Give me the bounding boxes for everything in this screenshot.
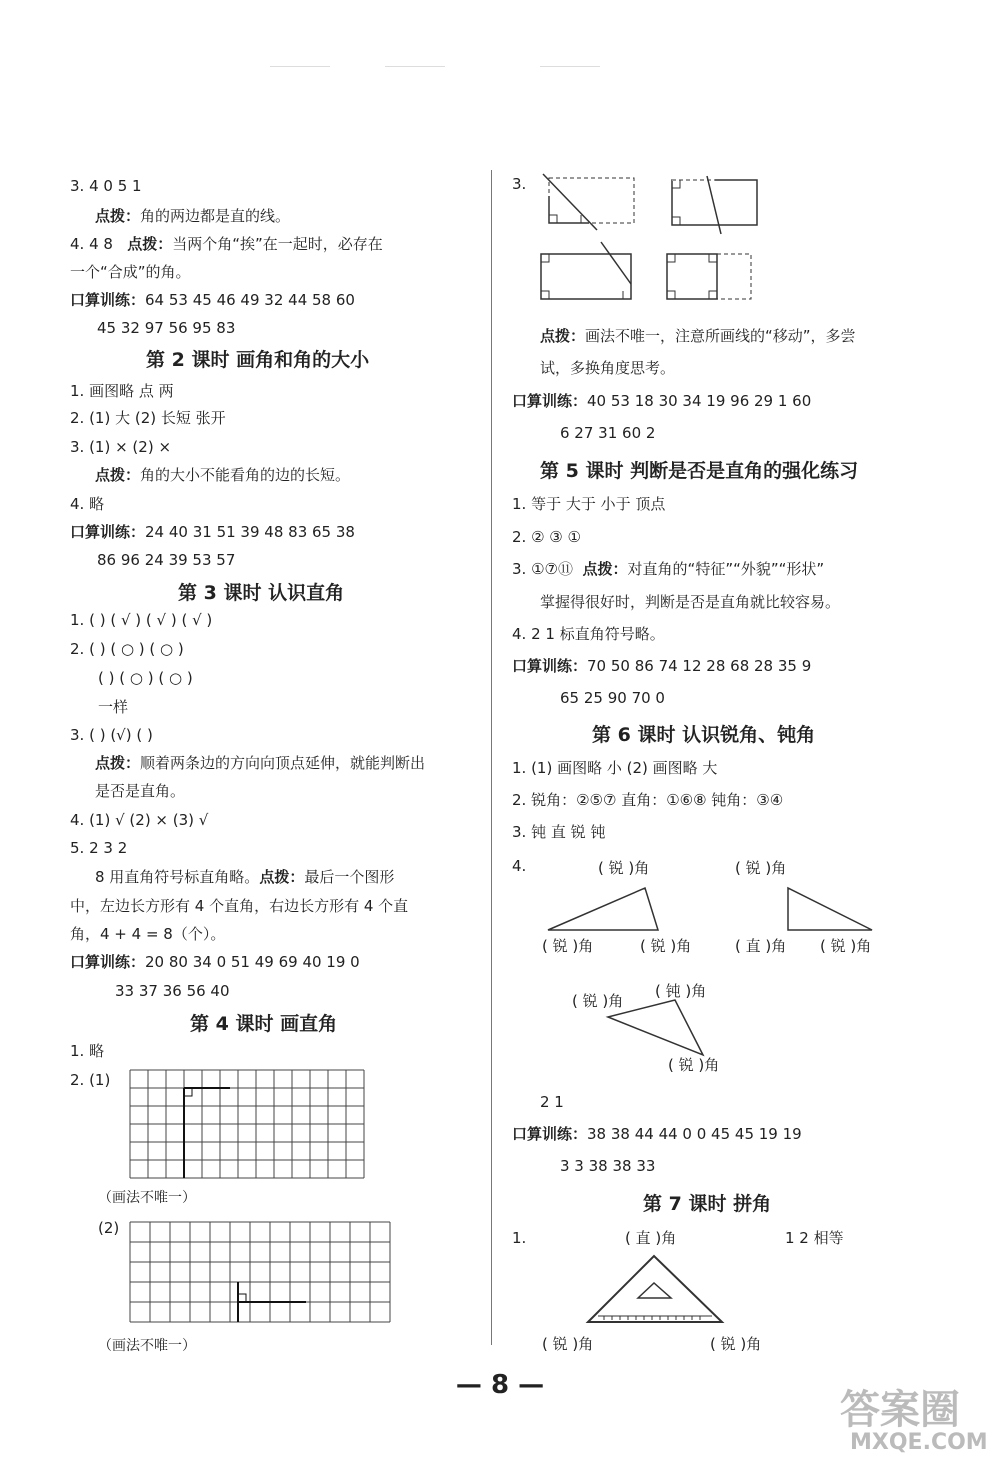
tip-text: 画法不唯一，注意所画线的“移动”，多尝 bbox=[585, 327, 856, 345]
answer-line: 2. ② ③ ① bbox=[512, 528, 581, 546]
oral-values: 33 37 36 56 40 bbox=[115, 982, 230, 1000]
answer-line: (2) bbox=[98, 1219, 120, 1237]
watermark-logo: 答案圈 bbox=[840, 1387, 960, 1433]
oral-training bbox=[70, 952, 360, 972]
tip-line bbox=[95, 465, 350, 485]
answer-line: 2. 锐角：②⑤⑦ 直角：①⑥⑧ 钝角：③④ bbox=[512, 791, 784, 809]
oral-label: 口算训练： bbox=[512, 1125, 588, 1143]
oral-values: 86 96 24 39 53 57 bbox=[97, 551, 236, 569]
answer-line: 3. 钝 直 锐 钝 bbox=[512, 823, 606, 841]
answer-line: 3. 4 0 5 1 bbox=[70, 177, 142, 195]
page-number: — 8 — bbox=[455, 1370, 545, 1400]
lesson-heading: 第 7 课时 拼角 bbox=[643, 1193, 772, 1215]
lesson-heading: 第 3 课时 认识直角 bbox=[178, 582, 345, 604]
tip-line: 是否是直角。 bbox=[95, 782, 186, 800]
angle-label: ( 锐 )角 bbox=[820, 937, 872, 955]
answer-text: 4. 4 8 bbox=[70, 235, 113, 253]
tip-text: 角的大小不能看角的边的长短。 bbox=[140, 466, 351, 484]
note-line: （画法不唯一） bbox=[98, 1338, 196, 1354]
oral-label: 口算训练： bbox=[512, 392, 588, 410]
oral-values: 6 27 31 60 2 bbox=[560, 424, 656, 442]
oral-training bbox=[512, 391, 811, 411]
triangle-figures bbox=[540, 880, 900, 1070]
oral-values: 40 53 18 30 34 19 96 29 1 60 bbox=[587, 392, 812, 410]
tip-line bbox=[95, 206, 290, 226]
angle-label: ( 锐 )角 bbox=[668, 1056, 720, 1074]
oral-values: 24 40 31 51 39 48 83 65 38 bbox=[145, 523, 355, 541]
tip-text: 角的两边都是直的线。 bbox=[140, 207, 291, 225]
answer-line: 一样 bbox=[98, 698, 129, 716]
right-angle-drawing bbox=[184, 1088, 230, 1178]
tip-line: 掌握得很好时，判断是否是直角就比较容易。 bbox=[540, 593, 841, 611]
tip-label: 点拨： bbox=[127, 235, 173, 253]
tip-text: 顺着两条边的方向向顶点延伸，就能判断出 bbox=[140, 754, 426, 772]
answer-line: 1. 等于 大于 小于 顶点 bbox=[512, 495, 666, 513]
answer-line: 4. (1) √ (2) × (3) √ bbox=[70, 811, 209, 829]
angle-label: ( 钝 )角 bbox=[655, 982, 707, 1000]
right-angle-drawing bbox=[238, 1294, 246, 1302]
tip-text: 对直角的“特征”“外貌”“形状” bbox=[627, 560, 825, 578]
tip-text: 最后一个图形 bbox=[304, 868, 395, 886]
tip-line: 一个“合成”的角。 bbox=[70, 263, 191, 281]
angle-label: ( 锐 )角 bbox=[542, 1335, 594, 1353]
answer-line: 3. (1) × (2) × bbox=[70, 438, 172, 456]
oral-label: 口算训练： bbox=[70, 291, 146, 309]
tip-label: 点拨： bbox=[259, 868, 305, 886]
tip-label: 点拨： bbox=[95, 466, 141, 484]
oral-training bbox=[70, 290, 355, 310]
angle-label: ( 锐 )角 bbox=[640, 937, 692, 955]
answer-line: 2 1 bbox=[540, 1093, 564, 1111]
answer-line: 5. 2 3 2 bbox=[70, 839, 128, 857]
answer-line: 2. (1) 大 (2) 长短 张开 bbox=[70, 409, 226, 427]
oral-label: 口算训练： bbox=[512, 657, 588, 675]
answer-line: 4. 略 bbox=[70, 495, 105, 513]
answer-line: 中，左边长方形有 4 个直角，右边长方形有 4 个直 bbox=[70, 897, 409, 915]
oral-values: 20 80 34 0 51 49 69 40 19 0 bbox=[145, 953, 360, 971]
oral-values: 3 3 38 38 33 bbox=[560, 1157, 656, 1175]
answer-line bbox=[512, 559, 824, 579]
answer-line: 角，4 + 4 = 8（个）。 bbox=[70, 925, 226, 943]
answer-line: 3. bbox=[512, 175, 527, 193]
answer-line: 1 2 相等 bbox=[785, 1229, 844, 1247]
tip-label: 点拨： bbox=[540, 327, 586, 345]
answer-line: 1. ( ) ( √ ) ( √ ) ( √ ) bbox=[70, 611, 213, 629]
rectangle-figures bbox=[535, 172, 775, 307]
watermark-url: MXQE.COM bbox=[850, 1430, 988, 1455]
top-rule bbox=[270, 66, 330, 67]
angle-label: ( 直 )角 bbox=[735, 937, 787, 955]
lesson-heading: 第 5 课时 判断是否是直角的强化练习 bbox=[540, 460, 859, 482]
answer-line: 1. (1) 画图略 小 (2) 画图略 大 bbox=[512, 759, 718, 777]
answer-line: 2. (1) bbox=[70, 1071, 111, 1089]
oral-training bbox=[512, 1124, 802, 1144]
oral-training bbox=[512, 656, 811, 676]
angle-label: ( 锐 )角 bbox=[735, 859, 787, 877]
answer-line: 1. 画图略 点 两 bbox=[70, 382, 174, 400]
top-rule bbox=[540, 66, 600, 67]
note-line: （画法不唯一） bbox=[98, 1190, 196, 1206]
square-grid bbox=[130, 1070, 366, 1178]
lesson-heading: 第 4 课时 画直角 bbox=[190, 1013, 338, 1035]
oral-label: 口算训练： bbox=[70, 953, 146, 971]
set-square-figure bbox=[582, 1248, 732, 1328]
right-angle-drawing bbox=[184, 1088, 192, 1096]
answer-line: 4. 2 1 标直角符号略。 bbox=[512, 625, 665, 643]
square-grid bbox=[130, 1222, 366, 1322]
tip-text: 当两个角“挨”在一起时，必存在 bbox=[172, 235, 383, 253]
top-rule bbox=[385, 66, 445, 67]
tip-line bbox=[540, 326, 856, 346]
angle-label: ( 锐 )角 bbox=[572, 992, 624, 1010]
column-divider bbox=[491, 170, 492, 1345]
tip-label: 点拨： bbox=[95, 754, 141, 772]
oral-values: 64 53 45 46 49 32 44 58 60 bbox=[145, 291, 355, 309]
angle-label: ( 锐 )角 bbox=[710, 1335, 762, 1353]
answer-line bbox=[95, 867, 394, 887]
right-angle-drawing bbox=[238, 1282, 306, 1322]
answer-line: 4. bbox=[512, 857, 527, 875]
answer-line: ( ) ( ○ ) ( ○ ) bbox=[98, 669, 193, 687]
answer-line bbox=[70, 234, 383, 254]
answer-text: 3. ①⑦⑪ bbox=[512, 560, 573, 578]
oral-label: 口算训练： bbox=[70, 523, 146, 541]
tip-line: 试，多换角度思考。 bbox=[540, 359, 676, 377]
tip-line bbox=[95, 753, 425, 773]
answer-line: 3. ( ) (√) ( ) bbox=[70, 726, 153, 744]
answer-text: 8 用直角符号标直角略。 bbox=[95, 868, 260, 886]
oral-values: 65 25 90 70 0 bbox=[560, 689, 665, 707]
tip-label: 点拨： bbox=[582, 560, 628, 578]
lesson-heading: 第 2 课时 画角和角的大小 bbox=[146, 349, 370, 371]
answer-line: 1. bbox=[512, 1229, 527, 1247]
answer-line: 2. ( ) ( ○ ) ( ○ ) bbox=[70, 640, 184, 658]
lesson-heading: 第 6 课时 认识锐角、钝角 bbox=[592, 724, 816, 746]
tip-label: 点拨： bbox=[95, 207, 141, 225]
oral-values: 38 38 44 44 0 0 45 45 19 19 bbox=[587, 1125, 802, 1143]
answer-line: 1. 略 bbox=[70, 1042, 105, 1060]
angle-label: ( 直 )角 bbox=[625, 1229, 677, 1247]
oral-values: 45 32 97 56 95 83 bbox=[97, 319, 236, 337]
angle-label: ( 锐 )角 bbox=[542, 937, 594, 955]
oral-training bbox=[70, 522, 355, 542]
oral-values: 70 50 86 74 12 28 68 28 35 9 bbox=[587, 657, 812, 675]
angle-label: ( 锐 )角 bbox=[598, 859, 650, 877]
